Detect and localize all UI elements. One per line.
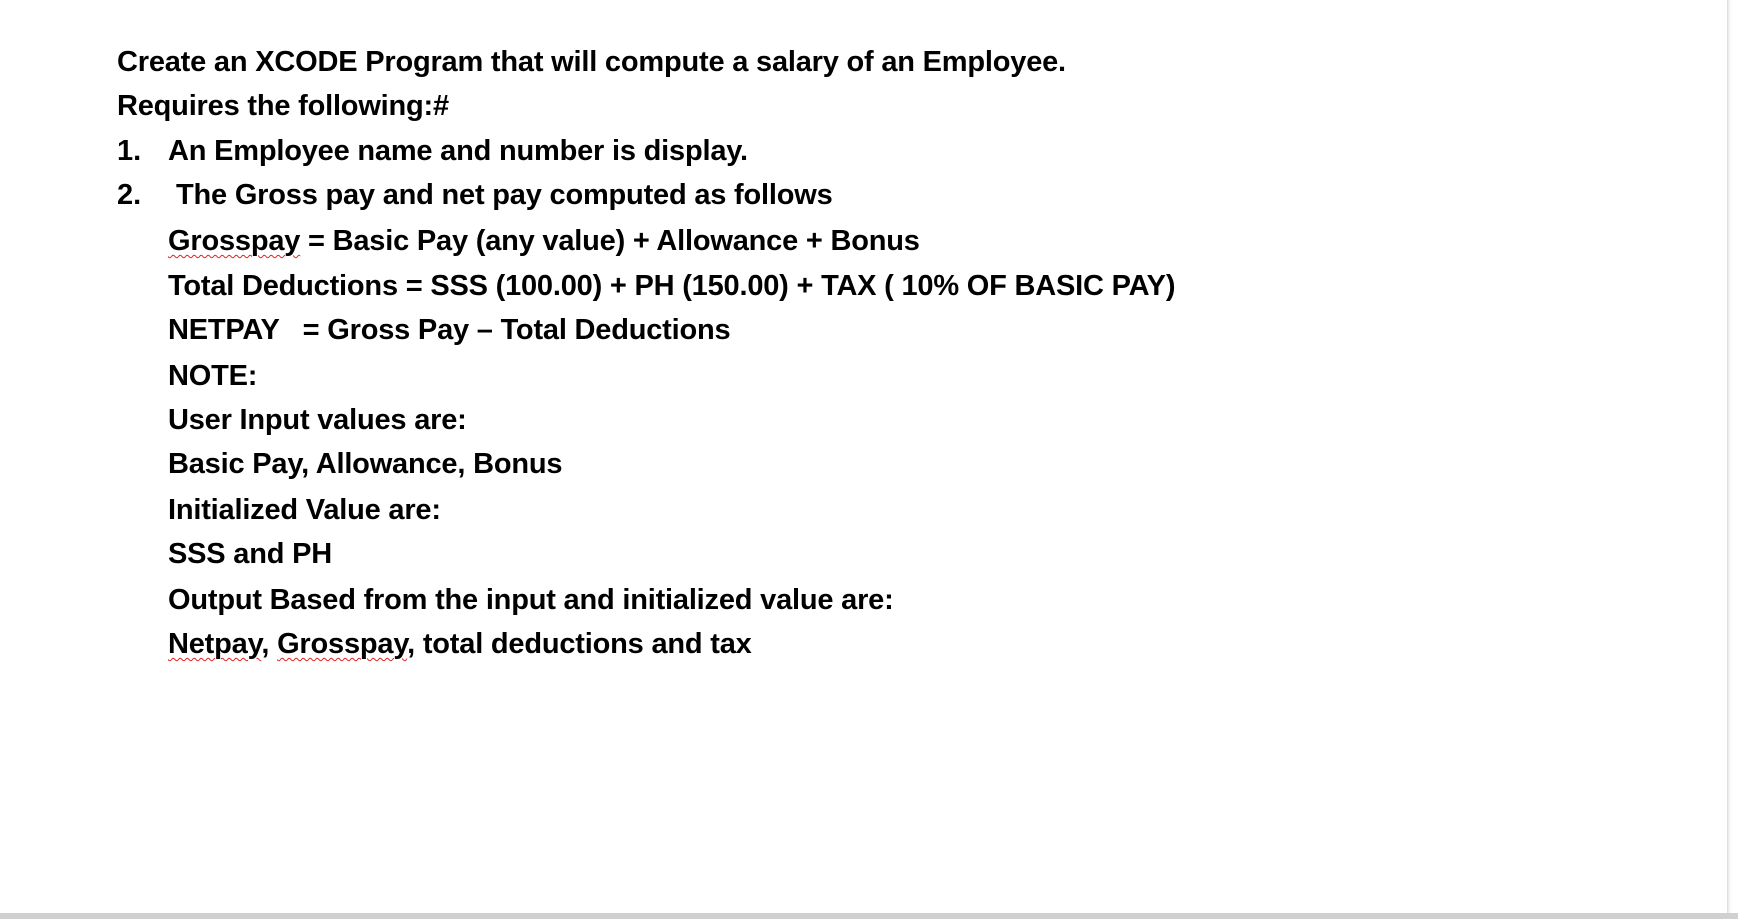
netpay-formula: NETPAY = Gross Pay – Total Deductions (168, 314, 731, 346)
user-input-label: User Input values are: (168, 404, 467, 436)
initialized-values: SSS and PH (168, 538, 332, 570)
page-bottom-edge (0, 913, 1738, 919)
grosspay-word: Grosspay (168, 225, 301, 257)
output-rest: , total deductions and tax (407, 628, 752, 660)
requires-line: Requires the following:# (117, 90, 449, 122)
list-item-text-2: The Gross pay and net pay computed as follows (176, 179, 833, 211)
output-values-line (168, 626, 752, 662)
output-separator: , (261, 628, 278, 660)
initialized-label: Initialized Value are: (168, 494, 441, 526)
netpay-word: Netpay (168, 628, 262, 660)
user-input-values: Basic Pay, Allowance, Bonus (168, 448, 563, 480)
note-label: NOTE: (168, 360, 258, 392)
list-item-number-1: 1. (117, 135, 142, 167)
output-label: Output Based from the input and initialized value are: (168, 584, 894, 616)
page-right-edge (1727, 0, 1738, 919)
grosspay-output-word: Grosspay (277, 628, 408, 660)
list-item-text-1: An Employee name and number is display. (168, 135, 748, 167)
grosspay-formula: = Basic Pay (any value) + Allowance + Bonus (300, 225, 920, 257)
title-line: Create an XCODE Program that will compute a salary of an Employee. (117, 46, 1066, 78)
total-deductions-formula: Total Deductions = SSS (100.00) + PH (150.00) + TAX ( 10% OF BASIC PAY) (168, 270, 1176, 302)
grosspay-formula-line (168, 223, 920, 259)
list-item-number-2: 2. (117, 179, 142, 211)
